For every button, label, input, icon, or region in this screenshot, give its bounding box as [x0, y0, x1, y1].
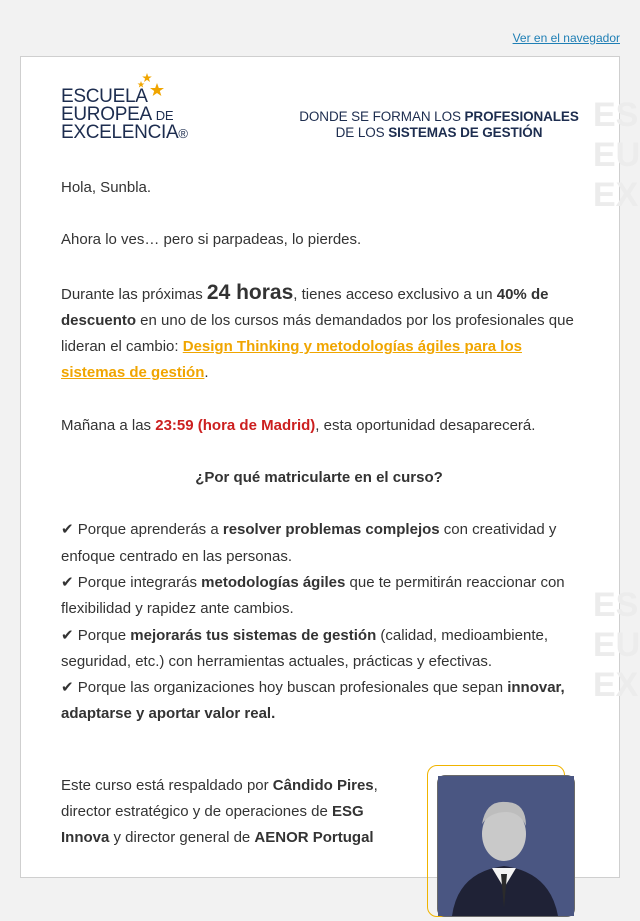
- author-text: Este curso está respaldado por: [61, 776, 273, 794]
- reason-text: Porque: [73, 626, 131, 644]
- tagline: [299, 109, 579, 141]
- greeting: Hola, Sunbla.: [61, 179, 152, 196]
- tagline-text: DONDE SE FORMAN LOS: [299, 109, 465, 124]
- watermark-top: [593, 95, 640, 215]
- author-text: y director general de: [109, 829, 255, 847]
- why-title: ¿Por qué matricularte en el curso?: [195, 469, 443, 487]
- logo-word-de: DE: [155, 108, 174, 123]
- tagline-line-2: [299, 125, 579, 141]
- watermark-letters: ES: [593, 96, 639, 134]
- watermark-letters: EU: [593, 626, 640, 664]
- hook-line: Ahora lo ves… pero si parpadeas, lo pierdes.: [61, 231, 362, 249]
- offer-hours: 24 horas: [206, 280, 294, 304]
- offer-text: .: [204, 364, 209, 382]
- top-bar: [0, 0, 640, 56]
- deadline-text: , esta oportunidad desaparecerá.: [315, 416, 536, 434]
- course-link[interactable]: Design Thinking y metodologías ágiles para los sistemas de gestión: [61, 338, 522, 382]
- reason-text: con creatividad y enfoque centrado en las personas.: [61, 521, 557, 565]
- author-photo: [437, 775, 575, 917]
- reason-text: Porque las organizaciones hoy buscan profesionales que sepan: [73, 679, 508, 697]
- check-icon: ✔: [61, 626, 74, 644]
- tagline-text: DE LOS: [335, 125, 389, 140]
- watermark-letters: ES: [593, 586, 639, 624]
- watermark-letters: EX: [593, 176, 639, 214]
- offer-text: en uno de los cursos más demandados por los profesionales que lideran el cambio:: [61, 311, 574, 356]
- deadline-paragraph: [61, 413, 577, 439]
- offer-discount: 40% de descuento: [61, 285, 549, 329]
- person-silhouette-icon: [438, 776, 574, 916]
- tagline-line-1: [299, 109, 579, 125]
- offer-text: , tienes acceso exclusivo a un: [293, 285, 497, 303]
- reason-item: [61, 570, 577, 623]
- tagline-bold: SISTEMAS DE GESTIÓN: [388, 125, 543, 140]
- watermark-letters: EX: [593, 666, 639, 704]
- reason-bold: metodologías ágiles: [201, 573, 346, 591]
- logo-line-3: [61, 123, 188, 144]
- check-icon: ✔: [61, 521, 74, 539]
- check-icon: ✔: [61, 679, 74, 697]
- check-icon: ✔: [61, 573, 74, 591]
- author-text: , director estratégico y de operaciones de: [61, 776, 378, 821]
- logo-word-europea: EUROPEA: [61, 104, 151, 125]
- reason-text: (calidad, medioambiente, seguridad, etc.) con herramientas actuales, prácticas y efectivas.: [61, 626, 548, 670]
- reason-text: que te permitirán reaccionar con flexibilidad y rapidez ante cambios.: [61, 573, 565, 618]
- view-in-browser-link[interactable]: Ver en el navegador: [512, 31, 620, 45]
- deadline-time: 23:59 (hora de Madrid): [155, 416, 316, 434]
- watermark-bottom: [593, 585, 640, 705]
- email-card: [20, 56, 640, 878]
- tagline-bold: PROFESIONALES: [464, 109, 579, 124]
- watermark-letters: EU: [593, 136, 640, 174]
- author-paragraph: [61, 773, 391, 852]
- reason-item: [61, 623, 577, 676]
- reason-text: Porque aprenderás a: [73, 521, 223, 539]
- offer-text: Durante las próximas: [61, 285, 207, 303]
- reason-bold: mejorarás tus sistemas de gestión: [130, 626, 377, 644]
- reason-bold: resolver problemas complejos: [222, 521, 440, 539]
- logo-word-excelencia: EXCELENCIA: [61, 122, 179, 143]
- reason-item: [61, 675, 577, 728]
- offer-paragraph: [61, 280, 577, 387]
- reason-text: Porque integrarás: [73, 573, 202, 591]
- author-name: Cândido Pires: [272, 776, 374, 794]
- author-org: ESG Innova: [61, 803, 364, 847]
- reason-bold: innovar, adaptarse y aportar valor real.: [61, 679, 565, 723]
- registered-mark: ®: [178, 126, 188, 141]
- logo-line-1: ESCUELA: [61, 86, 148, 107]
- reason-item: [61, 517, 577, 570]
- reasons-list: [61, 517, 577, 727]
- email-body: [61, 175, 577, 852]
- school-logo: [61, 71, 201, 141]
- deadline-text: Mañana a las: [61, 416, 156, 434]
- author-org: AENOR Portugal: [254, 829, 374, 847]
